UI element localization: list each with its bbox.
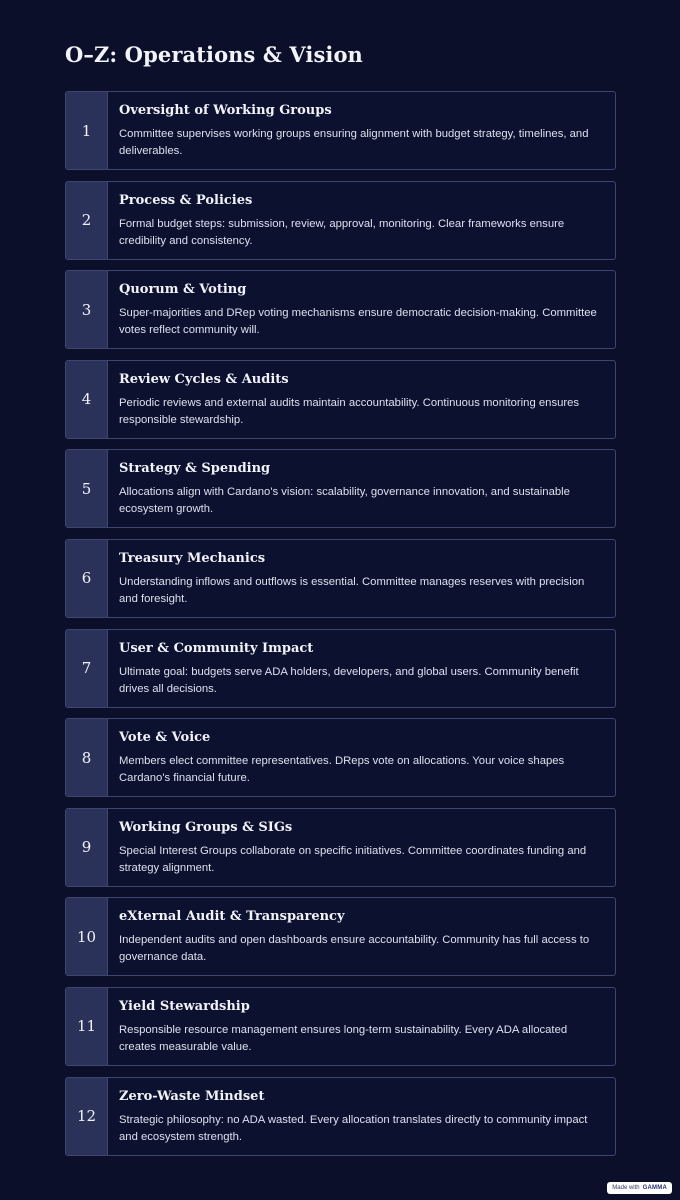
item-description: Understanding inflows and outflows is essential. Committee manages reserves with precision and foresight. [119,575,585,605]
badge-brand: GAMMA [642,1185,667,1191]
item-number: 12 [66,1078,108,1155]
list-item [65,897,616,976]
item-content [108,450,615,527]
list-item [65,539,616,618]
item-description: Ultimate goal: budgets serve ADA holders, developers, and global users. Community benefit drives all decisions. [119,665,579,695]
item-description: Super-majorities and DRep voting mechanisms ensure democratic decision-making. Committee votes reflect community will. [119,307,597,337]
item-title: Treasury Mechanics [119,550,266,566]
item-description: Responsible resource management ensures long-term sustainability. Every ADA allocated creates measurable value. [119,1023,568,1053]
item-number: 2 [66,182,108,259]
item-description: Allocations align with Cardano's vision: scalability, governance innovation, and sustainable ecosystem growth. [119,486,570,516]
item-number: 4 [66,361,108,438]
item-content [108,540,615,617]
item-title: Zero-Waste Mindset [119,1088,265,1104]
item-content [108,809,615,886]
item-number: 8 [66,719,108,796]
list-item [65,270,616,349]
list-item [65,718,616,797]
list-item [65,360,616,439]
item-number: 9 [66,809,108,886]
item-description: Committee supervises working groups ensuring alignment with budget strategy, timelines, and deliverables. [119,128,589,157]
item-title: Review Cycles & Audits [119,371,289,387]
item-description: Formal budget steps: submission, review, approval, monitoring. Clear frameworks ensure credibility and consistency. [119,217,565,247]
item-number: 3 [66,271,108,348]
item-content [108,361,615,438]
made-with-gamma-badge[interactable] [607,1182,672,1194]
item-number: 7 [66,630,108,707]
item-content [108,719,615,796]
item-description: Strategic philosophy: no ADA wasted. Every allocation translates directly to community impact and ecosystem strength. [119,1113,588,1143]
item-description: Members elect committee representatives. DReps vote on allocations. Your voice shapes Cardano's financial future. [119,755,565,785]
item-title: Quorum & Voting [119,282,247,298]
list-item [65,91,616,170]
list-item [65,449,616,528]
item-description: Independent audits and open dashboards ensure accountability. Community has full access to governance data. [119,934,590,964]
item-content [108,271,615,348]
item-title: Yield Stewardship [119,998,250,1014]
item-content [108,92,615,169]
item-title: Strategy & Spending [119,461,271,477]
item-number: 10 [66,898,108,975]
item-title: User & Community Impact [119,640,314,656]
list-item [65,1077,616,1156]
list-item [65,987,616,1066]
item-description: Periodic reviews and external audits maintain accountability. Continuous monitoring ensures responsible stewardship. [119,396,580,426]
item-content [108,182,615,259]
item-title: eXternal Audit & Transparency [119,909,345,925]
item-content [108,988,615,1065]
list-item [65,808,616,887]
item-number: 6 [66,540,108,617]
item-content [108,1078,615,1155]
item-content [108,630,615,707]
item-content [108,898,615,975]
item-list [65,91,616,1166]
item-title: Working Groups & SIGs [119,819,293,835]
item-title: Oversight of Working Groups [119,103,332,118]
item-title: Process & Policies [119,192,253,208]
list-item [65,181,616,260]
item-number: 1 [66,92,108,169]
list-item [65,629,616,708]
item-title: Vote & Voice [119,730,211,746]
badge-prefix: Made with [612,1185,640,1191]
page-title: O–Z: Operations & Vision [65,42,363,67]
item-number: 11 [66,988,108,1065]
item-number: 5 [66,450,108,527]
item-description: Special Interest Groups collaborate on specific initiatives. Committee coordinates funding and strategy alignment. [119,844,587,874]
